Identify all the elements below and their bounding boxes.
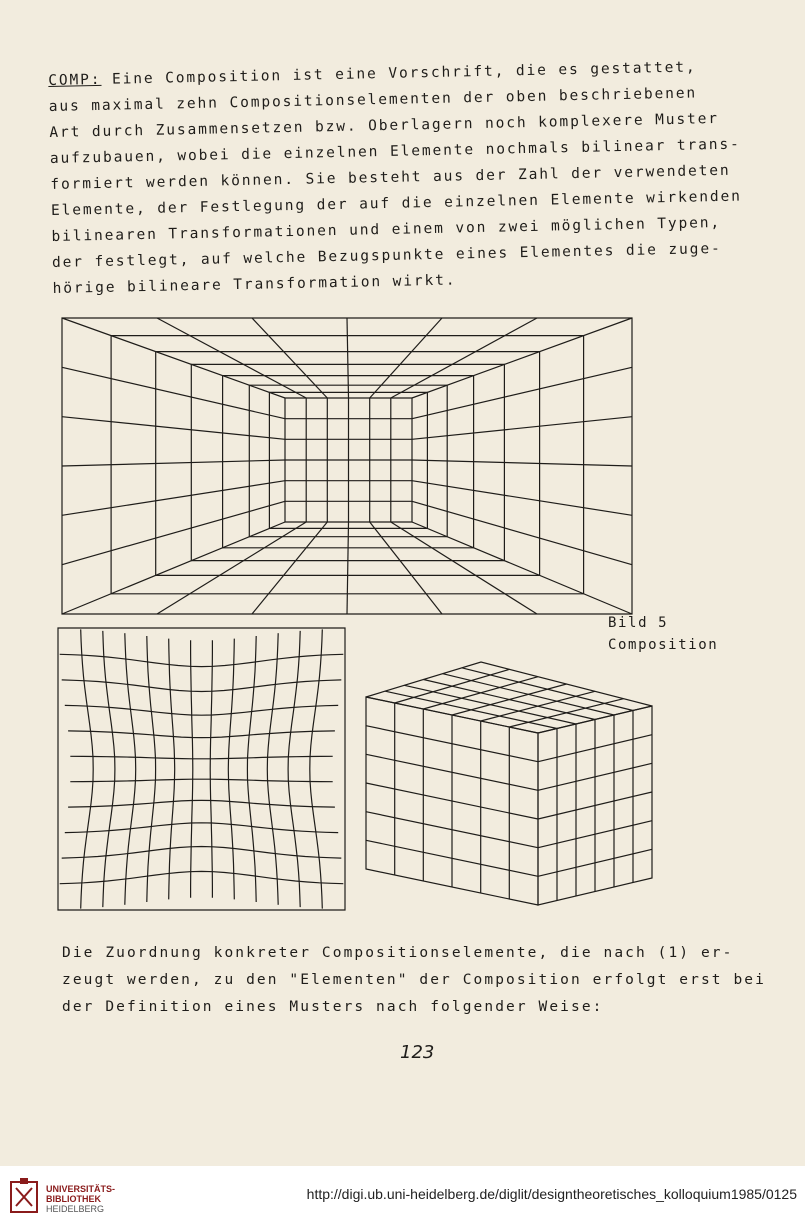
grid-curve	[191, 640, 193, 898]
grid-curve	[68, 800, 335, 807]
grid-curve	[267, 633, 278, 905]
grid-line	[62, 318, 285, 398]
term-comp: COMP:	[48, 71, 102, 89]
page-number: 123	[400, 1042, 435, 1063]
pinched-grid	[58, 628, 345, 910]
grid-curve	[310, 629, 323, 908]
grid-line	[252, 318, 327, 398]
grid-line	[157, 318, 306, 398]
grid-curve	[62, 680, 342, 692]
grid-curve	[228, 639, 234, 900]
grid-curve	[60, 654, 344, 666]
grid-line	[347, 522, 349, 614]
library-logo-icon	[8, 1176, 40, 1218]
grid-line	[62, 481, 285, 516]
text-line: der Definition eines Musters nach folgender Weise:	[62, 999, 604, 1015]
grid-curve	[288, 631, 300, 907]
caption-figure-number: Bild 5	[608, 615, 669, 631]
grid-line	[157, 522, 306, 614]
grid-curve	[70, 779, 332, 782]
grid-curve	[210, 640, 212, 898]
text-line: hörige bilineare Transformation wirkt.	[52, 272, 457, 297]
text-line: bilinearen Transformationen und einem von zwei möglichen Typen,	[51, 214, 722, 245]
text-line: der festlegt, auf welche Bezugspunkte eines Elementes die zuge-	[51, 240, 722, 271]
library-line: BIBLIOTHEK	[46, 1194, 101, 1204]
grid-curve	[62, 318, 632, 614]
text-line: Eine Composition ist eine Vorschrift, die es gestattet,	[101, 59, 697, 88]
grid-line	[412, 417, 632, 440]
figure-caption	[608, 612, 718, 656]
grid-curve	[111, 336, 583, 594]
grid-line	[370, 522, 442, 614]
text-line: Die Zuordnung konkreter Compositionselemente, die nach (1) er-	[62, 945, 734, 961]
grid-curve	[147, 636, 156, 902]
text-line: zeugt werden, zu den "Elementen" der Composition erfolgt erst bei	[62, 972, 766, 988]
grid-line	[62, 460, 285, 466]
paragraph-assignment	[62, 940, 766, 1021]
grid-curve	[125, 633, 136, 905]
grid-curve	[169, 639, 175, 900]
grid-line	[412, 481, 632, 516]
text-line: aus maximal zehn Compositionselementen der oben beschriebenen	[48, 85, 698, 115]
grid-line	[62, 522, 285, 614]
grid-curve	[58, 628, 345, 910]
grid-line	[412, 318, 632, 398]
grid-line	[252, 522, 327, 614]
caption-title: Composition	[608, 637, 719, 653]
grid-line	[347, 318, 349, 398]
grid-curve	[62, 847, 342, 859]
source-url[interactable]: http://digi.ub.uni-heidelberg.de/diglit/designtheoretisches_kolloquium1985/0125	[306, 1186, 797, 1202]
grid-line	[412, 522, 632, 614]
grid-curve	[247, 636, 256, 902]
grid-curve	[366, 662, 652, 733]
grid-curve	[65, 705, 338, 715]
text-line: formiert werden können. Sie besteht aus der Zahl der verwendeten	[50, 162, 731, 193]
grid-line	[391, 522, 537, 614]
grid-line	[412, 460, 632, 466]
grid-line	[412, 501, 632, 564]
grid-curve	[70, 756, 332, 759]
grid-curve	[68, 731, 335, 738]
text-line: aufzubauen, wobei die einzelnen Elemente nochmals bilinear trans-	[49, 136, 741, 167]
text-line: Elemente, der Festlegung der auf die einzelnen Elemente wirkenden	[50, 188, 742, 219]
isometric-grid-cube	[366, 662, 652, 905]
library-name	[46, 1184, 115, 1214]
grid-curve	[65, 823, 338, 833]
library-line: UNIVERSITÄTS-	[46, 1184, 116, 1194]
grid-curve	[81, 629, 94, 908]
text-line: Art durch Zusammensetzen bzw. Oberlagern noch komplexere Muster	[49, 110, 720, 141]
grid-line	[391, 318, 537, 398]
room-perspective-grid	[62, 318, 632, 614]
grid-curve	[103, 631, 115, 907]
library-line: HEIDELBERG	[46, 1204, 105, 1214]
grid-line	[370, 318, 442, 398]
footer-bar	[0, 1166, 805, 1228]
grid-curve	[60, 871, 344, 883]
grid-line	[62, 417, 285, 440]
